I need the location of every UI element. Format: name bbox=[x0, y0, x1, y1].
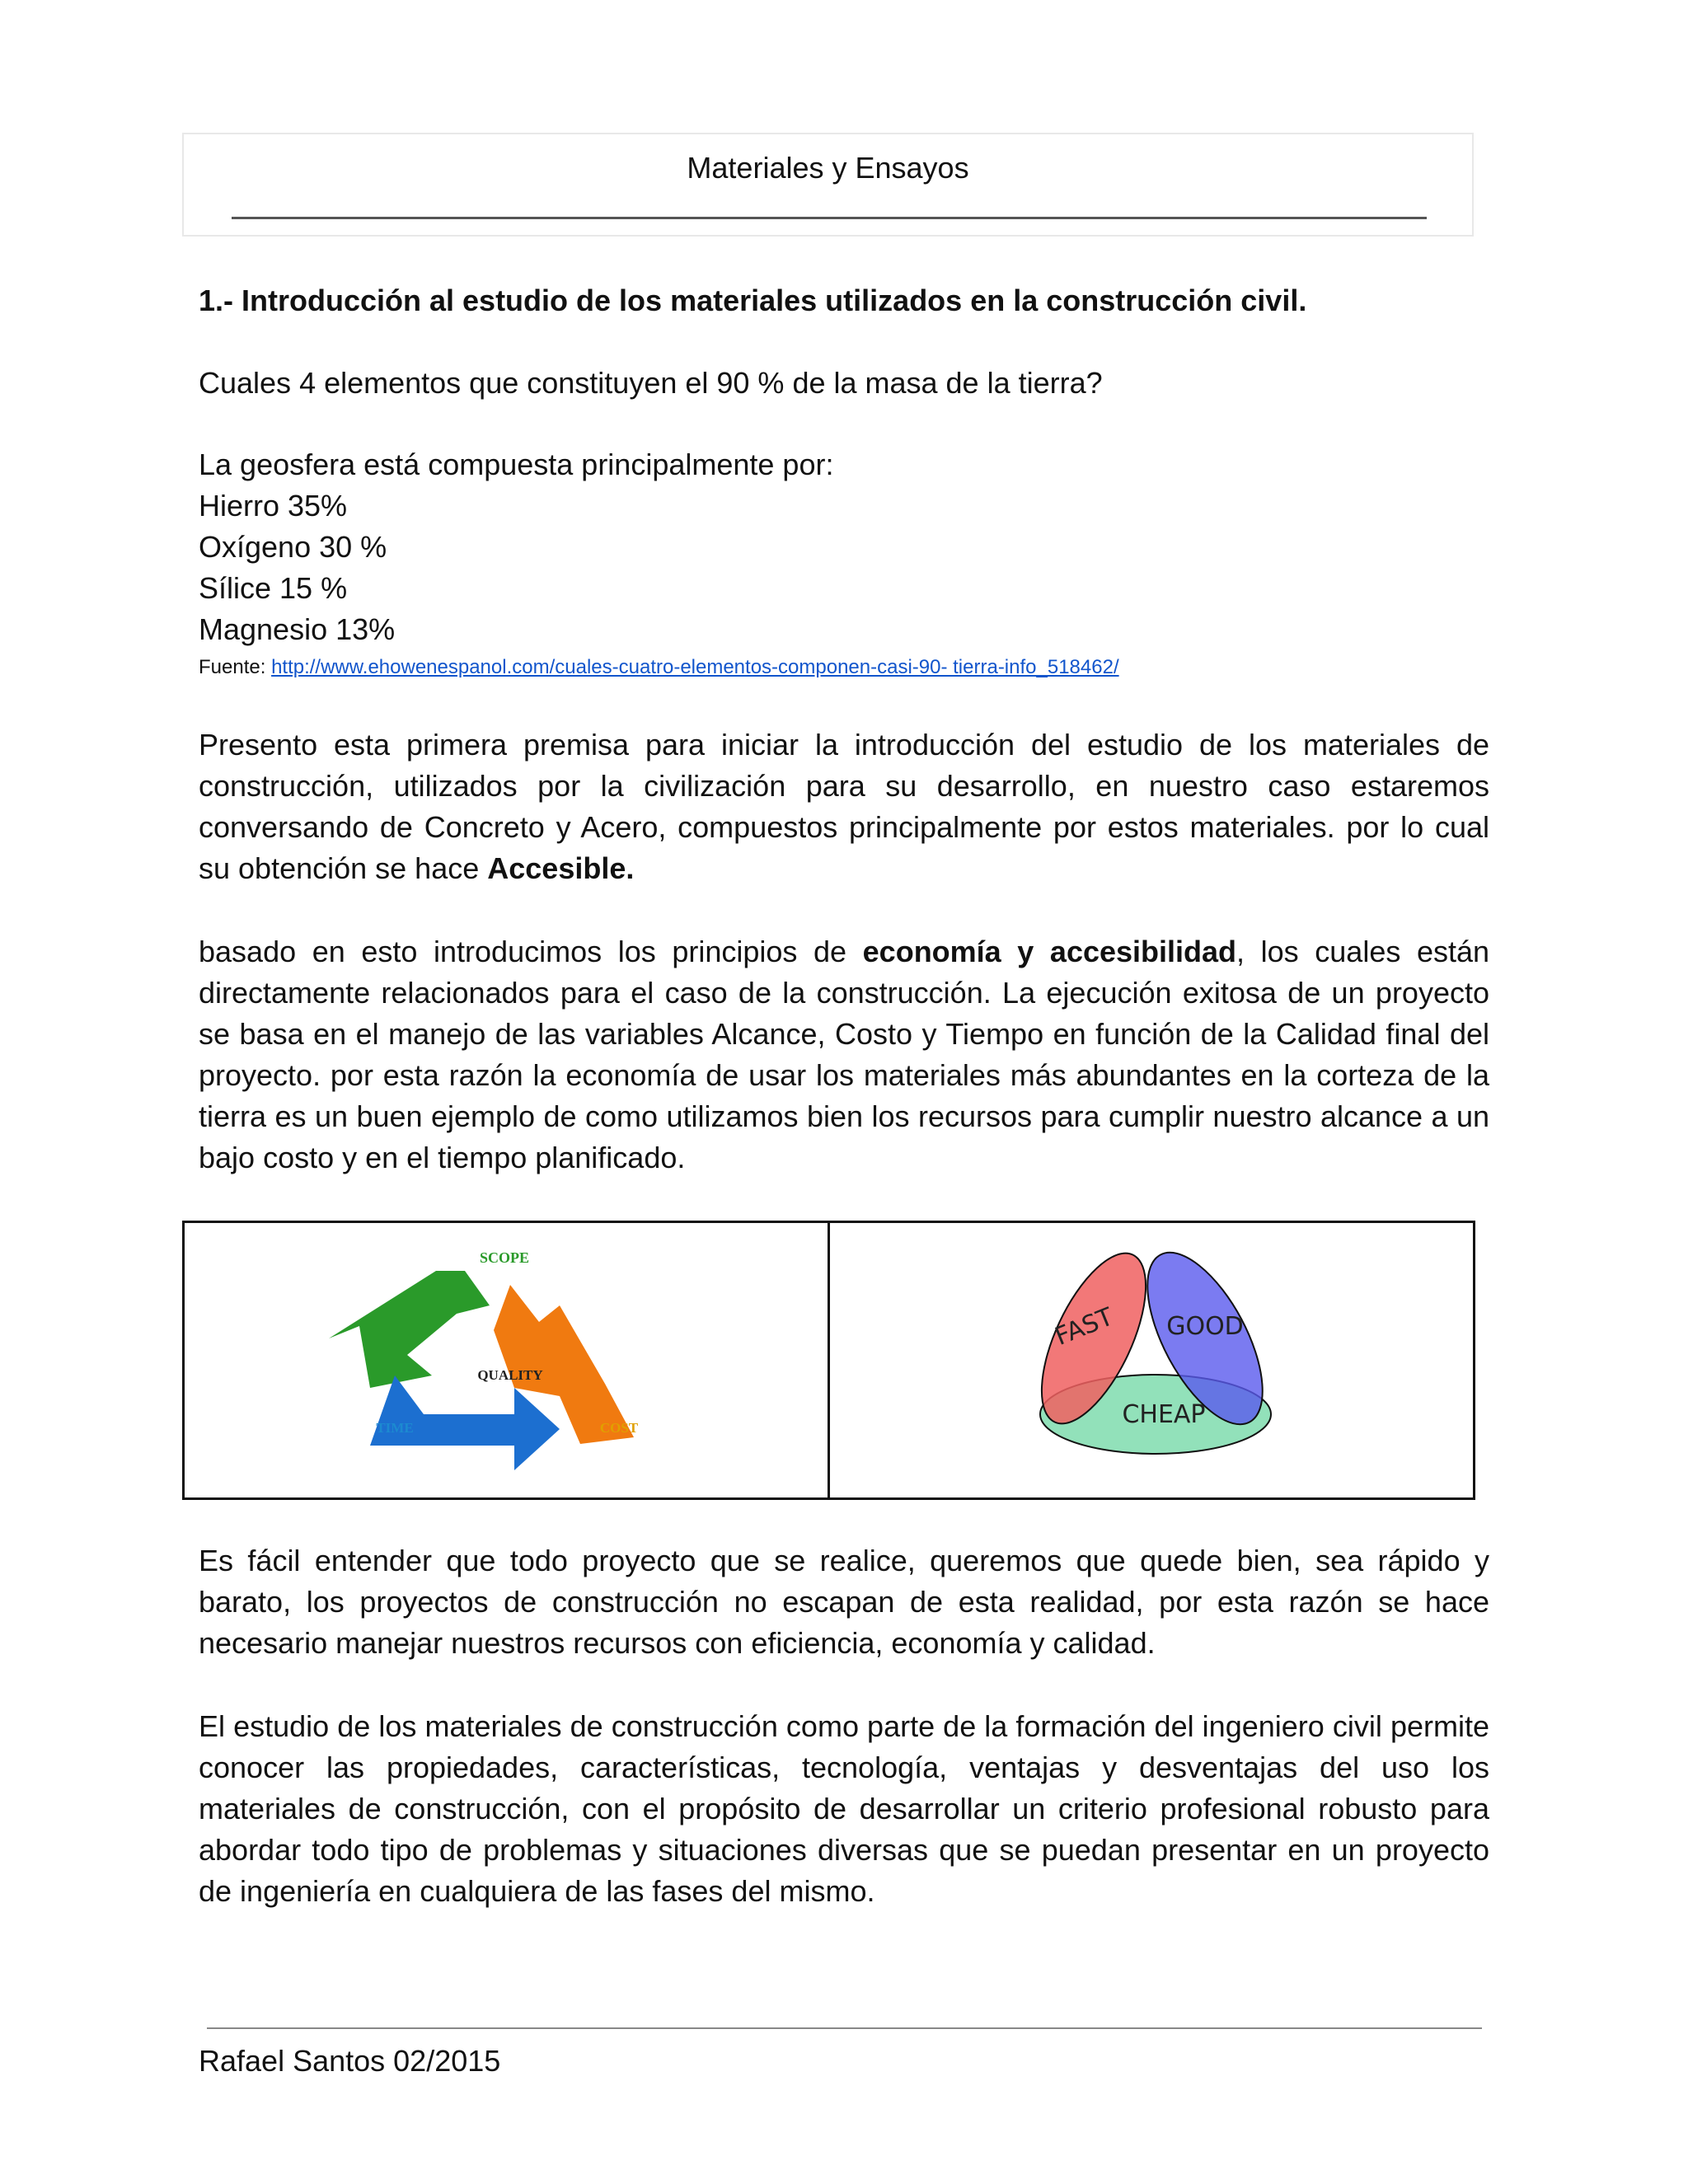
paragraph-2-after: , los cuales están directamente relacionados para el caso de la construcción. La ejecución exitosa de un proyecto se basa en el manejo de las variables Alcance, Costo y Tiempo en función de la Calidad final del proyecto. por esta razón la economía de usar los materiales más abundantes en la corteza de la tierra es un buen ejemplo de como utilizamos bien los recursos para cumplir nuestro alcance a un bajo costo y en el tiempo planificado. bbox=[199, 935, 1490, 1174]
fast-good-cheap-diagram bbox=[830, 1223, 1473, 1497]
header-title: Materiales y Ensayos bbox=[687, 151, 969, 185]
fast-label: FAST bbox=[1051, 1302, 1118, 1352]
cost-label: COST bbox=[599, 1420, 639, 1436]
good-label: GOOD bbox=[1166, 1312, 1244, 1341]
header-divider bbox=[232, 217, 1427, 219]
section-heading: 1.- Introducción al estudio de los materiales utilizados en la construcción civil. bbox=[199, 284, 1307, 317]
quality-label: QUALITY bbox=[477, 1367, 543, 1383]
paragraph-2 bbox=[199, 931, 1489, 1179]
page-header bbox=[182, 133, 1474, 237]
composition-intro: La geosfera está compuesta principalmente por: bbox=[199, 448, 834, 481]
paragraph-2-bold: economía y accesibilidad bbox=[862, 935, 1237, 968]
paragraph-3: Es fácil entender que todo proyecto que se realice, queremos que quede bien, sea rápido y barato, los proyectos de construcción no escapan de esta realidad, por esta razón se hace necesario manejar nuestros recursos con eficiencia, economía y calidad. bbox=[199, 1544, 1489, 1660]
footer-text: Rafael Santos 02/2015 bbox=[199, 2044, 501, 2078]
paragraph-2-before: basado en esto introducimos los principios de bbox=[199, 935, 863, 968]
paragraph-4: El estudio de los materiales de construcción como parte de la formación del ingeniero civil permite conocer las propiedades, características, tecnología, ventajas y desventajas del uso los materiales de construcción, con el propósito de desarrollar un criterio profesional robusto para abordar todo tipo de problemas y situaciones diversas que se puedan presentar en un proyecto de ingeniería en cualquiera de las fases del mismo. bbox=[199, 1709, 1489, 1908]
recycle-triangle-graphic bbox=[185, 1223, 828, 1497]
list-item: Sílice 15 % bbox=[199, 571, 348, 605]
scope-arrow bbox=[329, 1271, 490, 1388]
source-label: Fuente: bbox=[199, 656, 266, 678]
venn-graphic bbox=[830, 1223, 1473, 1497]
cheap-label: CHEAP bbox=[1122, 1400, 1206, 1429]
list-item: Hierro 35% bbox=[199, 489, 348, 523]
footer-divider bbox=[207, 2027, 1482, 2029]
question-text: Cuales 4 elementos que constituyen el 90 % de la masa de la tierra? bbox=[199, 366, 1103, 400]
list-item: Oxígeno 30 % bbox=[199, 530, 387, 564]
source-link[interactable]: http://www.ehowenespanol.com/cuales-cuatro-elementos-componen-casi-90- tierra-info_518462/ bbox=[271, 656, 1119, 678]
time-label: TIME bbox=[376, 1420, 414, 1436]
source-line bbox=[199, 655, 1489, 680]
paragraph-1 bbox=[199, 724, 1489, 889]
figure-table bbox=[182, 1221, 1475, 1500]
scope-label: SCOPE bbox=[479, 1249, 530, 1266]
list-item: Magnesio 13% bbox=[199, 612, 396, 646]
paragraph-1-text: Presento esta primera premisa para iniciar la introducción del estudio de los materiales de construcción, utilizados por la civilización para su desarrollo, en nuestro caso estaremos conversando de Concreto y Acero, compuestos principalmente por estos materiales. por lo cual su obtención se hace bbox=[199, 728, 1489, 885]
paragraph-1-bold: Accesible. bbox=[487, 851, 635, 885]
scope-quality-diagram bbox=[185, 1223, 830, 1497]
